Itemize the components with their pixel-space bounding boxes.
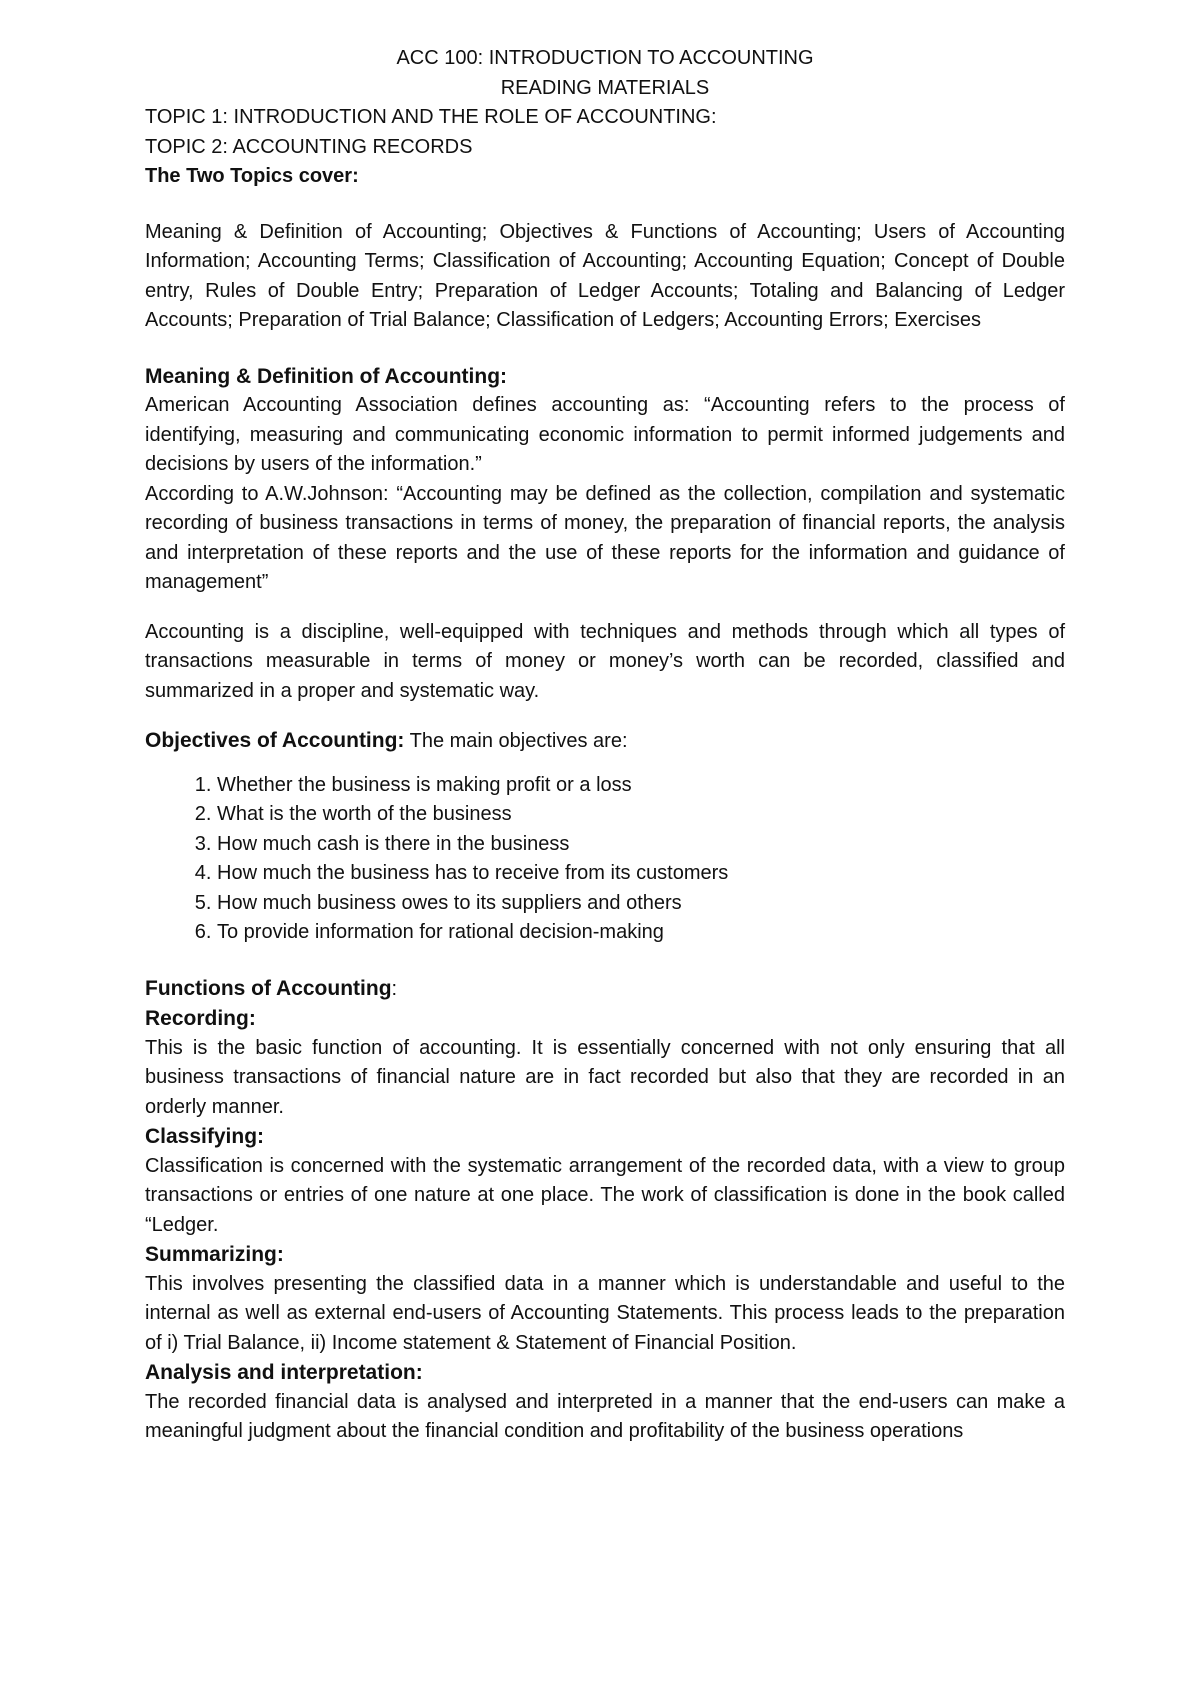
analysis-heading: Analysis and interpretation: <box>145 1361 423 1384</box>
list-item: 4. How much the business has to receive from its customers <box>217 859 1065 889</box>
document-subtitle: READING MATERIALS <box>500 76 710 99</box>
topics-cover-label: The Two Topics cover: <box>145 165 359 187</box>
list-item: 6. To provide information for rational decision-making <box>217 918 1065 948</box>
coverage-paragraph: Meaning & Definition of Accounting; Objectives & Functions of Accounting; Users of Accounting Information; Accounting Terms; Classification of Accounting; Accounting Equation; Concept of Double entry, Rules of Double Entry; Preparation of Ledger Accounts; Totaling and Balancing of Ledger Accounts; Preparation of Trial Balance; Classification of Ledgers; Accounting Errors; Exercises <box>145 220 1065 331</box>
list-item: 5. How much business owes to its suppliers and others <box>217 889 1065 919</box>
recording-text: This is the basic function of accounting. It is essentially concerned with not only ensuring that all business transactions of financial nature are in fact recorded but also that they are recorded in an orderly manner. <box>145 1036 1065 1118</box>
johnson-definition: According to A.W.Johnson: “Accounting may be defined as the collection, compilation and systematic recording of business transactions in terms of money, the preparation of financial reports, the analysis and interpretation of these reports and the use of these reports for the information and guidance of management” <box>145 482 1065 593</box>
functions-heading: Functions of Accounting <box>145 976 392 1000</box>
objectives-line <box>145 726 1065 757</box>
classifying-heading: Classifying: <box>145 1125 265 1148</box>
document-page <box>145 44 1065 1447</box>
topic-1-heading: TOPIC 1: INTRODUCTION AND THE ROLE OF ACCOUNTING: <box>145 106 717 128</box>
analysis-text: The recorded financial data is analysed and interpreted in a manner that the end-users can make a meaningful judgment about the financial condition and profitability of the business operations <box>145 1390 1065 1442</box>
functions-heading-colon: : <box>391 977 398 1000</box>
meaning-heading: Meaning & Definition of Accounting: <box>145 364 508 388</box>
topic-2-heading: TOPIC 2: ACCOUNTING RECORDS <box>145 135 473 158</box>
list-item: 3. How much cash is there in the business <box>217 830 1065 860</box>
summarizing-heading: Summarizing: <box>145 1243 284 1266</box>
objectives-heading: Objectives of Accounting: <box>145 729 405 752</box>
functions-line <box>145 974 1065 1005</box>
discipline-paragraph: Accounting is a discipline, well-equipped with techniques and methods through which all types of transactions measurable in terms of money or money’s worth can be recorded, classified and summarized in a proper and systematic way. <box>145 620 1065 702</box>
aaa-definition: American Accounting Association defines accounting as: “Accounting refers to the process of identifying, measuring and communicating economic information to permit informed judgements and decisions by users of the information.” <box>145 394 1065 475</box>
course-title: ACC 100: INTRODUCTION TO ACCOUNTING <box>396 47 814 69</box>
summarizing-text: This involves presenting the classified data in a manner which is understandable and useful to the internal as well as external end-users of Accounting Statements. This process leads to the preparation of i) Trial Balance, ii) Income statement & Statement of Financial Position. <box>145 1272 1065 1354</box>
objectives-intro: The main objectives are: <box>404 730 628 752</box>
list-item: 1. Whether the business is making profit or a loss <box>217 771 1065 801</box>
classifying-text: Classification is concerned with the systematic arrangement of the recorded data, with a view to group transactions or entries of one nature at one place. The work of classification is done in the book called “Ledger. <box>145 1154 1065 1236</box>
objectives-list <box>145 771 1065 948</box>
recording-heading: Recording: <box>145 1007 256 1030</box>
list-item: 2. What is the worth of the business <box>217 800 1065 830</box>
